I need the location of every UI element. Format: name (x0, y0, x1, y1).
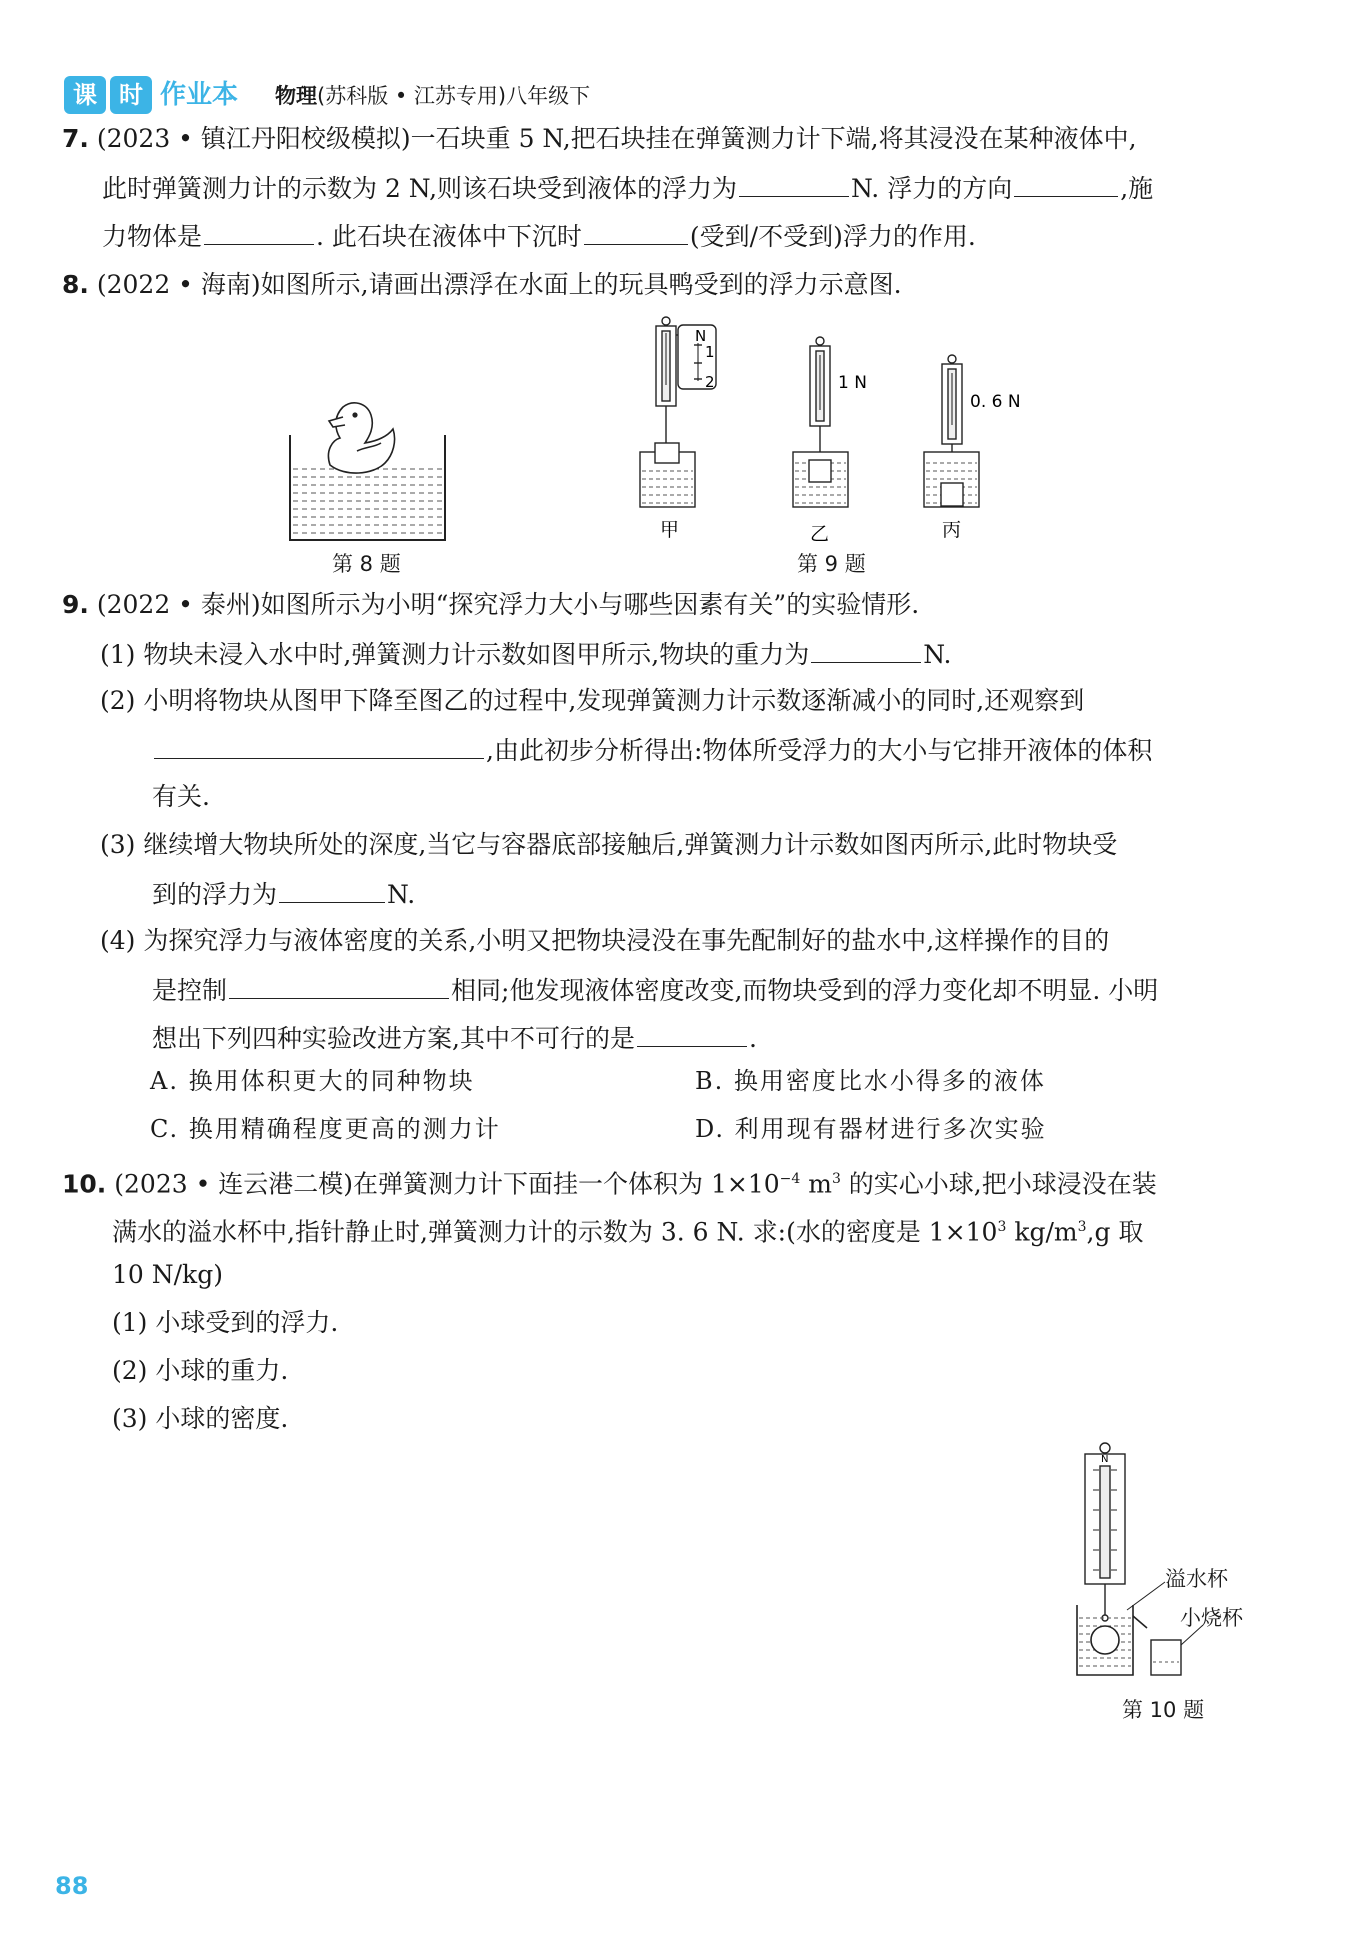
question-8-line-1: 8. (2022 • 海南)如图所示,请画出漂浮在水面上的玩具鸭受到的浮力示意图. (62, 270, 902, 299)
label-b: 乙 (810, 523, 830, 545)
edition-label: (苏科版 • 江苏专用)八年级下 (317, 84, 591, 108)
answer-blank[interactable] (1014, 170, 1118, 197)
subject-label: 物理 (275, 84, 317, 108)
question-9-part-2-line-2: ,由此初步分析得出:物体所受浮力的大小与它排开液体的体积 (152, 732, 1152, 768)
question-7-line-2: 此时弹簧测力计的示数为 2 N,则该石块受到液体的浮力为 N. 浮力的方向 ,施 (102, 170, 1153, 206)
answer-blank[interactable] (279, 876, 385, 903)
label-a: 甲 (660, 519, 680, 541)
scale-unit-label: N (1101, 1454, 1109, 1465)
zoom-tick-2: 2 (705, 373, 715, 391)
answer-blank[interactable] (739, 170, 849, 197)
question-9-part-2-line-3: 有关. (152, 782, 210, 811)
question-10-number: 10. (62, 1169, 107, 1199)
question-10-sub-3: (3) 小球的密度. (112, 1404, 289, 1433)
answer-blank[interactable] (584, 218, 688, 245)
zoom-tick-1: 1 (705, 343, 715, 361)
question-7-line-1 (62, 122, 1137, 156)
option-b[interactable]: B. 换用密度比水小得多的液体 (695, 1067, 1046, 1095)
logo-text: 作业本 (160, 80, 239, 110)
question-9-part-4: (4) 为探究浮力与液体密度的关系,小明又把物块浸没在事先配制好的盐水中,这样操作的目的 (100, 926, 1110, 955)
question-9-part-3: (3) 继续增大物块所处的深度,当它与容器底部接触后,弹簧测力计示数如图丙所示,此时物块受 (100, 830, 1118, 859)
zoom-unit-label: N (695, 327, 707, 345)
question-7-source: (2023 • 镇江丹阳校级模拟)一石块重 5 N,把石块挂在弹簧测力计下端,将其浸没在某种液体中, (96, 124, 1137, 153)
question-9-line-1: 9. (2022 • 泰州)如图所示为小明“探究浮力大小与哪些因素有关”的实验情形. (62, 590, 920, 619)
question-9-number: 9. (62, 590, 89, 619)
question-10-sub-1: (1) 小球受到的浮力. (112, 1308, 339, 1337)
question-9-part-1: (1) 物块未浸入水中时,弹簧测力计示数如图甲所示,物块的重力为 N. (100, 636, 952, 672)
label-small-beaker: 小烧杯 (1180, 1606, 1243, 1630)
question-9-part-3-line-2: 到的浮力为 N. (152, 876, 415, 912)
question-10-line-2: 满水的溢水杯中,指针静止时,弹簧测力计的示数为 3. 6 N. 求:(水的密度是 $1\times 10^3$ $kg/m^3,g$ 取 (112, 1217, 1144, 1247)
header-subtitle (275, 80, 590, 110)
question-9-part-4-line-3: 想出下列四种实验改进方案,其中不可行的是 . (152, 1020, 757, 1056)
question-10-sub-2: (2) 小球的重力. (112, 1356, 289, 1385)
header-logo (64, 76, 254, 114)
spout (1133, 1616, 1147, 1628)
question-7-line-3: 力物体是 . 此石块在液体中下沉时 (受到/不受到)浮力的作用. (102, 218, 976, 254)
answer-blank[interactable] (811, 636, 921, 663)
duck-icon (328, 403, 394, 473)
figure-8-duck-container (285, 395, 450, 545)
logo-char-2: 时 (110, 76, 152, 114)
answer-blank[interactable] (204, 218, 314, 245)
question-8-number: 8. (62, 270, 89, 299)
answer-blank[interactable] (229, 972, 449, 999)
question-10-line-3: 10 N/kg) (112, 1260, 223, 1289)
answer-blank[interactable] (637, 1020, 747, 1047)
option-d[interactable]: D. 利用现有器材进行多次实验 (695, 1115, 1047, 1143)
question-7-number: 7. (62, 124, 89, 153)
figure-9-spring-scales (630, 315, 1050, 545)
option-c[interactable]: C. 换用精确程度更高的测力计 (150, 1115, 501, 1143)
label-overflow-cup: 溢水杯 (1165, 1567, 1228, 1591)
spring-scale-10 (1085, 1443, 1125, 1621)
small-beaker (1151, 1640, 1181, 1675)
label-c: 丙 (942, 519, 962, 541)
figure-8-caption: 第 8 题 (332, 552, 401, 576)
option-a[interactable]: A. 换用体积更大的同种物块 (150, 1067, 475, 1095)
question-10-line-1: 10. (2023 • 连云港二模)在弹簧测力计下面挂一个体积为 $1\times 10^{-4}$ $m^3$ 的实心小球,把小球浸没在装 (62, 1169, 1157, 1199)
figure-9-caption: 第 9 题 (797, 552, 866, 576)
logo-char-1: 课 (64, 76, 106, 114)
figure-10-caption: 第 10 题 (1122, 1698, 1205, 1722)
question-9-part-4-line-2: 是控制 相同;他发现液体密度改变,而物块受到的浮力变化却不明显. 小明 (152, 972, 1158, 1008)
ball-icon (1091, 1626, 1119, 1654)
question-9-part-2: (2) 小明将物块从图甲下降至图乙的过程中,发现弹簧测力计示数逐渐减小的同时,还观察到 (100, 686, 1085, 715)
page-number: 88 (55, 1872, 89, 1900)
reading-c: 0. 6 N (970, 392, 1021, 412)
answer-blank[interactable] (154, 732, 484, 759)
reading-b: 1 N (838, 373, 867, 393)
